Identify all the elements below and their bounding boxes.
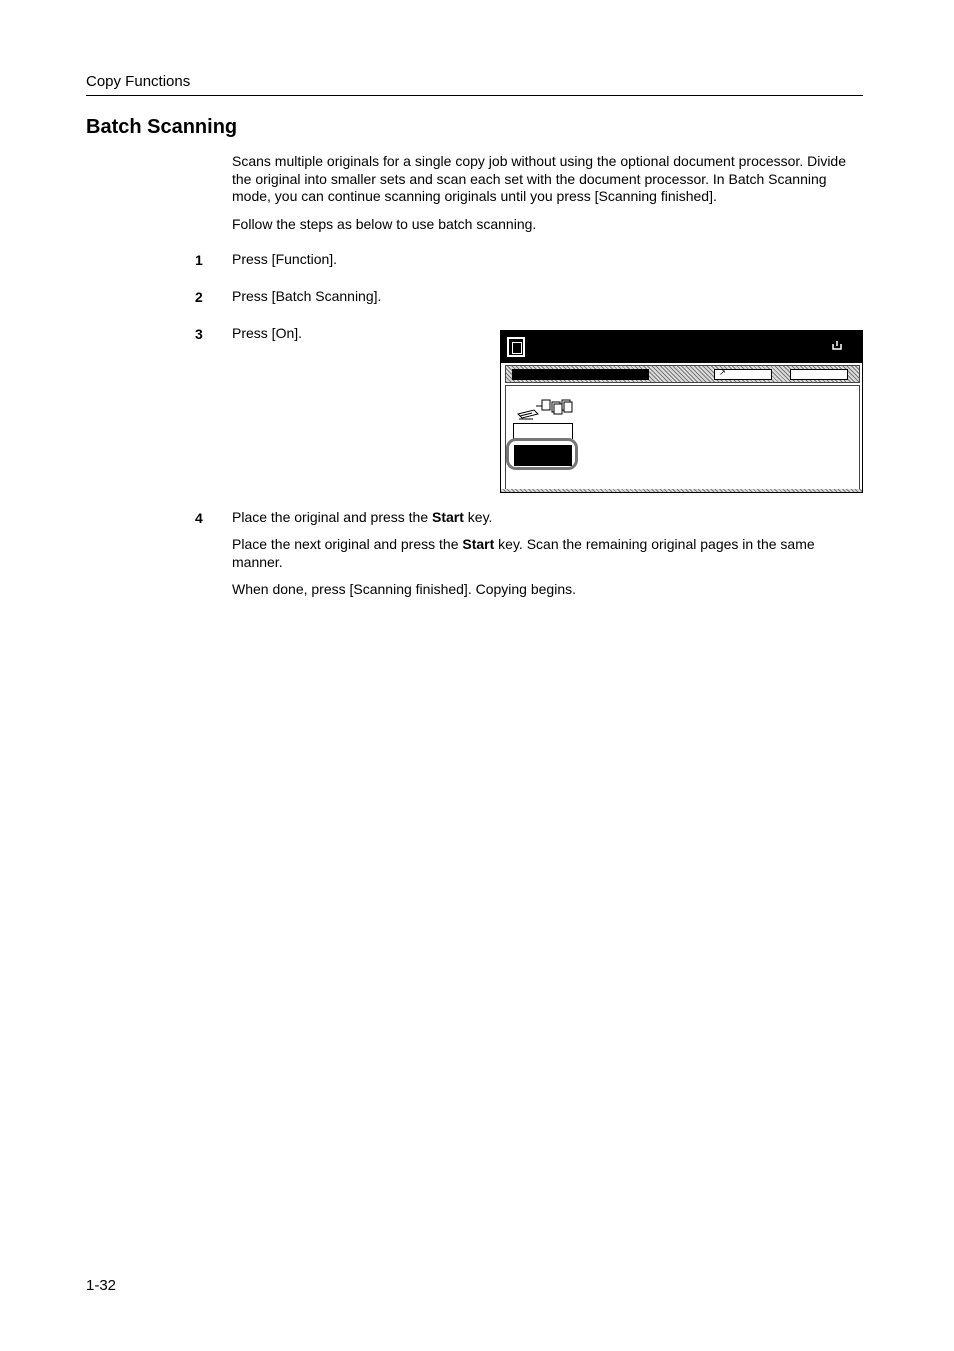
shortcut-button[interactable] <box>714 369 772 380</box>
step-number: 2 <box>195 289 203 305</box>
section-header: Copy Functions <box>86 73 191 90</box>
page-number: 1-32 <box>86 1277 117 1294</box>
shortcut-icon: ↗ <box>719 368 726 377</box>
step-text: Press [Batch Scanning]. <box>232 288 382 304</box>
operation-panel-screenshot <box>500 330 863 493</box>
document-icon <box>507 337 525 357</box>
step-text: Place the next original and press the Start key. Scan the remaining original pages in the same manner. <box>232 536 815 570</box>
step-number: 4 <box>195 510 203 526</box>
header-rule <box>86 95 863 96</box>
panel-title-bar <box>501 331 862 363</box>
panel-bottom-border <box>501 489 862 492</box>
step-text: Place the original and press the Start key. <box>232 509 493 525</box>
step-text: Press [On]. <box>232 325 303 341</box>
power-icon <box>832 340 842 350</box>
panel-tab-bar <box>505 365 860 383</box>
intro-paragraph: Scans multiple originals for a single copy job without using the optional document processor. Divide the original into smaller sets and scan each set with the document processor. In Batch Scanning mode, you can continue scanning originals until you press [Scanning finished]. <box>232 153 847 204</box>
off-button[interactable] <box>513 423 573 439</box>
step-number: 1 <box>195 252 203 268</box>
intro-instruction: Follow the steps as below to use batch scanning. <box>232 216 537 232</box>
panel-content-area <box>505 385 860 490</box>
step-text: When done, press [Scanning finished]. Copying begins. <box>232 581 576 597</box>
step-number: 3 <box>195 326 203 342</box>
start-key-label: Start <box>462 536 495 552</box>
step-text: Press [Function]. <box>232 251 338 267</box>
panel-function-label <box>512 369 649 380</box>
batch-scan-icon <box>516 398 574 424</box>
page-title: Batch Scanning <box>86 116 238 138</box>
start-key-label: Start <box>432 509 464 525</box>
on-button-highlight <box>506 438 578 470</box>
close-button[interactable] <box>790 369 848 380</box>
